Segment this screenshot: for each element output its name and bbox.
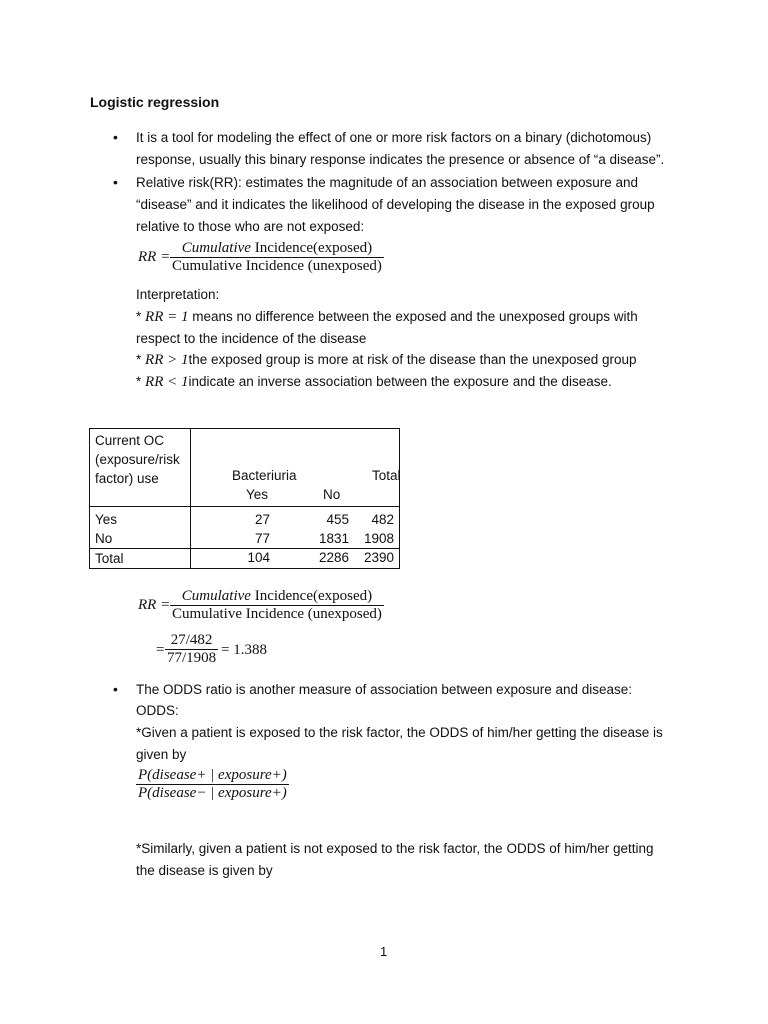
cell-total: 1908 xyxy=(363,531,394,546)
table-header-columns xyxy=(191,429,400,507)
interpretation-item-3 xyxy=(136,373,612,391)
rr-numerator-italic: Cumulative xyxy=(181,588,251,604)
total-label: Total xyxy=(372,468,401,483)
cell-no: 455 xyxy=(326,512,349,527)
rr-numerator-text: Incidence(exposed) xyxy=(250,588,373,604)
total-row-values xyxy=(191,549,400,569)
star-marker: * xyxy=(136,374,142,389)
rr-formula-2-lhs: RR = xyxy=(138,597,171,613)
row-label-total: Total xyxy=(90,549,191,569)
bullet-marker: • xyxy=(113,174,118,190)
odds-numerator: P(disease+ | exposure+) xyxy=(138,767,287,783)
star-marker: * xyxy=(136,309,142,324)
table-row xyxy=(191,510,399,529)
rr-formula-denominator: Cumulative Incidence (unexposed) xyxy=(172,258,382,274)
interpretation-item-2-text: the exposed group is more at risk of the disease than the unexposed group xyxy=(188,352,637,367)
star-marker: * xyxy=(136,352,142,367)
interpretation-item-3-text: indicate an inverse association between the exposure and the disease. xyxy=(188,374,612,389)
interpretation-item-2 xyxy=(136,351,637,369)
bullet-marker: • xyxy=(113,681,118,697)
table-row xyxy=(191,549,399,568)
bacteriuria-label: Bacteriuria xyxy=(232,468,297,483)
bullet-2-line-3: relative to those who are not exposed: xyxy=(136,219,365,234)
sub-no-label: No xyxy=(323,487,341,502)
similarly-line-1: *Similarly, given a patient is not exposed to the risk factor, the ODDS of him/her getting xyxy=(136,841,654,856)
rr-formula-numerator xyxy=(170,240,384,257)
row-label-yes: Yes xyxy=(95,512,118,527)
cell-no: 2286 xyxy=(318,550,349,565)
table-header-line: factor) use xyxy=(95,471,159,486)
cell-yes: 27 xyxy=(254,512,270,527)
oc-bacteriuria-table xyxy=(89,428,400,569)
rr-formula-fraction xyxy=(170,240,384,275)
cell-yes: 104 xyxy=(247,550,270,565)
rr-numerator-text: Incidence(exposed) xyxy=(250,240,373,256)
rr-formula-lhs: RR = xyxy=(138,249,171,265)
rr-greater-1: RR > 1 xyxy=(145,352,189,368)
rr-equals-1: RR = 1 xyxy=(145,309,189,325)
interpretation-item-1 xyxy=(136,308,638,326)
rr-formula-2-fraction xyxy=(170,588,384,623)
interpretation-item-1-text: means no difference between the exposed and the unexposed groups with xyxy=(188,309,638,324)
interpretation-item-1-cont: respect to the incidence of the disease xyxy=(136,331,367,346)
page-heading: Logistic regression xyxy=(90,94,220,110)
bullet-marker: • xyxy=(113,129,118,145)
interpretation-title: Interpretation: xyxy=(136,287,220,302)
row-labels xyxy=(90,507,191,549)
page-number: 1 xyxy=(380,944,388,959)
calc-denominator: 77/1908 xyxy=(167,650,217,666)
cell-total: 2390 xyxy=(363,550,394,565)
bullet-2-line-2: “disease” and it indicates the likelihood of developing the disease in the exposed group xyxy=(136,197,655,212)
bullet-1-line-1: It is a tool for modeling the effect of one or more risk factors on a binary (dichotomous) xyxy=(136,130,652,145)
table-header-line: (exposure/risk xyxy=(95,452,180,467)
table-header-label xyxy=(90,429,191,507)
cell-no: 1831 xyxy=(318,531,349,546)
calc-fraction xyxy=(165,632,218,667)
row-values xyxy=(191,507,400,549)
row-label-no: No xyxy=(95,531,113,546)
cell-total: 482 xyxy=(371,512,394,527)
rr-less-1: RR < 1 xyxy=(145,374,189,390)
rr-formula-2-numerator xyxy=(170,588,384,605)
bullet-1-line-2: response, usually this binary response indicates the presence or absence of “a disease”. xyxy=(136,152,665,167)
bullet-3-line-2: ODDS: xyxy=(136,703,179,718)
odds-denominator: P(disease− | exposure+) xyxy=(138,785,287,801)
rr-numerator-italic: Cumulative xyxy=(181,240,251,256)
similarly-line-2: the disease is given by xyxy=(136,863,273,878)
bullet-3-line-3: *Given a patient is exposed to the risk factor, the ODDS of him/her getting the disease is xyxy=(136,725,663,740)
bullet-2-line-1: Relative risk(RR): estimates the magnitude of an association between exposure and xyxy=(136,175,639,190)
bullet-3-line-1: The ODDS ratio is another measure of association between exposure and disease: xyxy=(136,682,633,697)
rr-formula-2-denominator: Cumulative Incidence (unexposed) xyxy=(172,606,382,622)
table-row xyxy=(191,529,399,548)
bullet-3-line-4: given by xyxy=(136,747,187,762)
sub-yes-label: Yes xyxy=(246,487,269,502)
calc-numerator: 27/482 xyxy=(170,632,213,648)
cell-yes: 77 xyxy=(254,531,270,546)
table-header-line: Current OC xyxy=(95,433,165,448)
odds-formula xyxy=(136,767,289,802)
calc-result: = 1.388 xyxy=(221,642,267,658)
calc-equals: = xyxy=(156,642,165,658)
